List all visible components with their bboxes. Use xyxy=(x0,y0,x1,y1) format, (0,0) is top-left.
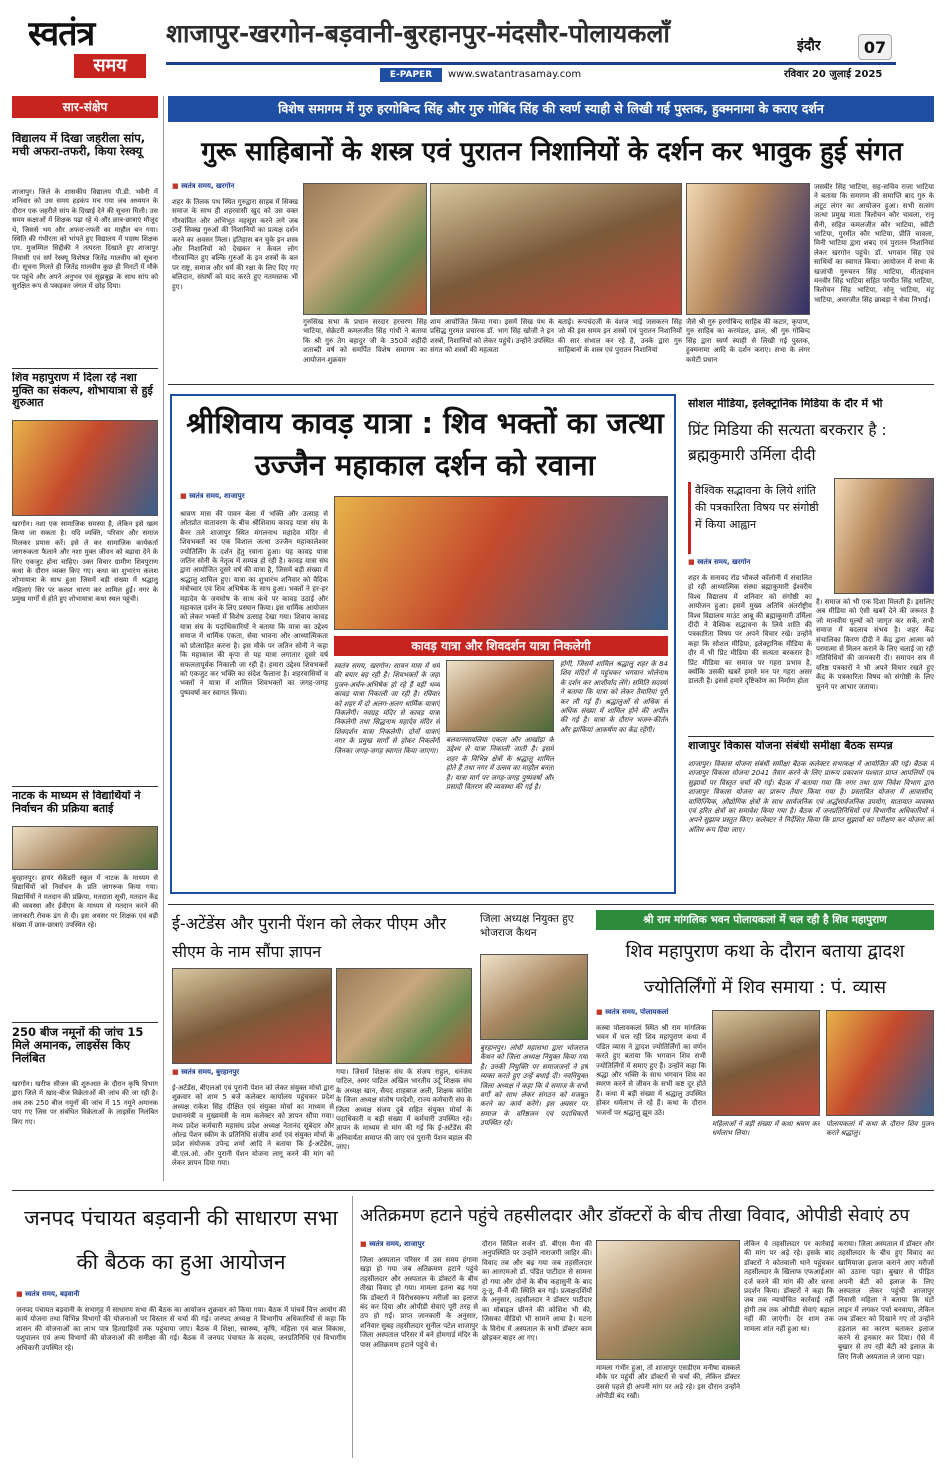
story8-byline: ■ स्वतंत्र समय, बड़वानी xyxy=(16,1290,176,1302)
page-number: 07 xyxy=(858,34,892,60)
sidebar-divider xyxy=(12,1022,158,1023)
story3-headline: प्रिंट मिडिया की सत्यता बरकरार है : ब्रह्मकुमारी उर्मिला दीदी xyxy=(688,421,887,464)
story7-photo-women xyxy=(712,1010,820,1116)
edition-title: शाजापुर-खरगोन-बड़वानी-बुरहानपुर-मंदसौर-पोलायकलाँ xyxy=(166,19,670,48)
story2-headline: श्रीशिवाय कावड़ यात्रा : शिव भक्तों का जत्था उज्जैन महाकाल दर्शन को रवाना xyxy=(186,406,664,482)
story6-text: बुरहानपुर। लोधी महासभा द्वारा भोजराज कैथन को जिला अध्यक्ष नियुक्त किया गया है। उनकी नियुक्ति पर समाजजनों ने हर्ष व्यक्त करते हुए उन्हें बधाई दी। नवनियुक्त जिला अध्यक्ष ने कहा कि वे समाज के सभी वर्गों को साथ लेकर संगठन को मजबूत करने का कार्य करेंगे। इस अवसर पर समाज के वरिष्ठजन एवं पदाधिकारी उपस्थित रहे। xyxy=(480,1044,588,1128)
story9-text2: दौरान सिविल सर्जन डॉ. बीएस मैना की अनुपस्थिति पर उन्होंने नाराजगी जाहिर की। विवाद तब और बढ़ गया जब तहसीलदार का आरएमओ डॉ. पंडित पाटीदार से सामना हो गया और दोनों के बीच कहासुनी के बाद तू-तू, मैं-मैं की स्थिति बन गई। प्रत्यक्षदर्शियों के अनुसार, तहसीलदार ने डॉक्टर पाटीदार का मोबाइल छीनने की कोशिश भी की, जिसका वीडियो भी सामने आया है। घटना के विरोध में अस्पताल के सभी डॉक्टर काम छोड़कर बाहर आ गए। xyxy=(482,1240,592,1343)
logo-bottom: समय xyxy=(74,54,146,78)
story7-caption1: महिलाओं ने बड़ी संख्या में कथा श्रवण कर धर्मलाभ लिया। xyxy=(712,1120,820,1138)
story5-photo-memorandum xyxy=(172,968,332,1064)
story2-text: श्रावण मास की पावन बेला में भक्ति और उत्साह से ओतप्रोत वातावरण के बीच श्रीशिवाय कावड़ यात्रा संघ के बैनर तले शाजापुर स्थित मंगलनाथ महादेव मंदिर से शिवभक्तों का एक विशाल जत्था उज्जैन महाकालेश्वर ज्योतिर्लिंग के दर्शन हेतु रवाना हुआ। यह कावड़ यात्रा जतिन सोनी के नेतृत्व में सम्पन्न हो रही है। कावड़ यात्रा संघ द्वारा आयोजित दूसरे वर्ष की यात्रा है, जिसमें बड़ी संख्या में श्रद्धालु शामिल हुए। यात्रा का शुभारंभ शनिवार को वैदिक मंत्रोच्चार एवं शिव अभिषेक के साथ हुआ। भक्तों ने हर-हर महादेव के जयघोष के साथ कंधे पर कावड़ उठाई और महाकाल दर्शन के लिए प्रस्थान किया। इस धार्मिक आयोजन को लेकर भक्तों में विशेष उत्साह देखा गया। शिवाय कावड़ यात्रा संघ के पदाधिकारियों ने बताया कि यात्रा का उद्देश्य समाज में धार्मिक एकता, सेवा भावना और आध्यात्मिकता को प्रोत्साहित करना है। इस मौके पर जतिन सोनी ने कहा कि महाकाल की कृपा से यह यात्रा लगातार दूसरे वर्ष सफलतापूर्वक निकाली जा रही है। हमारा उद्देश्य शिवभक्तों को एकजुट कर भक्ति का संदेश फैलाना है। शहरवासियों व भक्तों ने यात्रा में शामिल शिवभक्तों का जगह-जगह पुष्पवर्षा कर स्वागत किया। xyxy=(180,510,328,697)
sidebar-item-title: नाटक के माध्यम से विद्यार्थियों ने निर्वाचन की प्रक्रिया बताई xyxy=(12,790,141,815)
sidebar-divider xyxy=(12,786,158,787)
story4-text: शाजापुर। विकास योजना संबंधी समीक्षा बैठक कलेक्टर सभाकक्ष में आयोजित की गई। बैठक में शाजापुर विकास योजना 2041 तैयार करने के लिए प्रारूप प्रकाशन पश्चात प्राप्त आपत्तियों एवं सुझावों पर विस्तृत चर्चा की गई। बैठक में बताया गया कि नगर तथा ग्राम निवेश विभाग द्वारा शाजापुर विकास योजना का प्रारूप तैयार किया गया है। प्रस्तावित योजना में आवासीय, वाणिज्यिक, औद्योगिक क्षेत्रों के साथ सार्वजनिक एवं अर्द्धसार्वजनिक उपयोग, यातायात व्यवस्था एवं हरित क्षेत्रों का समावेश किया गया है। बैठक में जनप्रतिनिधियों एवं विभागीय अधिकारियों ने अपने सुझाव प्रस्तुत किए। कलेक्टर ने निर्देशित किया कि प्राप्त सुझावों का परीक्षण कर योजना को अंतिम रूप दिया जाए। xyxy=(688,760,934,834)
story2-photo-temple xyxy=(446,660,554,732)
sidebar-item-title: शिव महापुराण में दिला रहे नशा मुक्ति का संकल्प, शोभायात्रा से हुई शुरुआत xyxy=(12,372,153,410)
story1-photo-book xyxy=(686,183,810,315)
story9-text4: कराया। जिला अस्पताल में डॉक्टर और तहसीलदार के बीच हुए विवाद का खामियाजा इलाज कराने आए मरीजों को उठाना पड़ा। बुखार से पीड़ित अपनी बेटी को इलाज के लिए अस्पताल लेकर पहुंची शाजापुर निवासी महिला ने बताया कि घंटों लाइन में लगकर पर्चा बनवाया, लेकिन जब डॉक्टर को दिखाने गए तो उन्होंने हड़ताल का कारण बताकर इलाज करने से इनकार कर दिया। ऐसे में बुखार से तप रही बेटी को इलाज के लिए निजी अस्पताल ले जाना पड़ा। xyxy=(838,1240,934,1361)
sidebar-photo-students xyxy=(12,826,158,870)
story1-col5: जैसे श्री गुरु हरगोबिन्द साहिब की कटार, कृपाण, गुरु साहिब का करमंडल, ढाल, श्री गुरु गोबिन्द सिंह द्वारा स्वर्ण स्याही से लिखी गई पुस्तक, हुक्मनामा आदि के दर्शन कराए। सभा के लंगर कमेटी प्रधान xyxy=(686,318,810,364)
website-link[interactable]: www.swatantrasamay.com xyxy=(448,69,582,80)
story1-col2: गुरुसिख सभा के प्रधान सरदार हरचरण सिंह भाटिया, सेक्रेटरी कमलजीत सिंह गांधी ने बताया कि श्री गुरु तेग बहादुर जी के 350वें शहीदी शताब्दी वर्ष को समर्पित विशेष समागम का आयोजन शुक्रवार xyxy=(303,318,427,364)
story7-banner: श्री राम मांगलिक भवन पोलायकलां में चल रही है शिव महापुराण xyxy=(596,910,934,930)
section-divider xyxy=(688,736,934,737)
story1-text: शहर के तिलक पथ स्थित गुरुद्वारा साहब में सिक्ख समाज के साथ ही शहरवासी खुद को उस वक्त गौरवांवित और अभिभूत महसूस करने लगे जब उन्हें सिक्ख गुरुओं की निशानियों का प्रत्यक्ष दर्शन करने का अवसर मिला। इतिहास बन चुके इन शस्त्र और निशानियों को देखकर न केवल लोग गौरवान्वित हुए बल्कि गुरुओं के इन शस्त्रों के बल पर राष्ट्र, समाज और धर्म की रक्षा के लिए दिए गए बलिदान, संघर्षों को याद करते हुए नतमस्तक भी हुए। xyxy=(172,198,298,291)
sidebar-header: सार-संक्षेप xyxy=(12,96,158,118)
masthead-rule xyxy=(166,62,896,65)
story7-caption2: पोलायकलां में कथा के दौरान शिव पूजन करते श्रद्धालु। xyxy=(826,1120,934,1138)
story7-text: कस्बा पोलायकलां स्थित श्री राम मांगलिक भवन में चल रही शिव महापुराण कथा में पंडित व्यास ने द्वादश ज्योतिर्लिंगों का वर्णन करते हुए बताया कि भगवान शिव सभी ज्योतिर्लिंगों में समाए हुए हैं। उन्होंने कहा कि श्रद्धा और भक्ति के साथ भगवान शिव का स्मरण करने से जीवन के सभी कष्ट दूर होते हैं। कथा में बड़ी संख्या में श्रद्धालु उपस्थित होकर धर्मलाभ ले रहे हैं। कथा के दौरान भजनों पर श्रद्धालु झूम उठे। xyxy=(596,1024,706,1117)
story5-text2: गया। जिसमें शिक्षक संघ के संजय राहुल, धनंजय पाटिल, अमर पाटिल अखिल भारतीय उर्दू शिक्षक संघ के अध्यक्ष खान, सैयद शाहबाज अली, शिक्षक कांग्रेस के जिला अध्यक्ष संतोष परदेशी, राज्य कर्मचारी संघ के जिला अध्यक्ष संजय दुबे सहित संयुक्त मोर्चा के पदाधिकारी व बड़ी संख्या में कर्मचारी उपस्थित रहे। ज्ञापन के माध्यम से मांग की गई कि ई-अटेंडेंस की अनिवार्यता समाप्त की जाए एवं पुरानी पेंशन बहाल की जाए। xyxy=(336,1068,472,1152)
section-divider xyxy=(168,384,934,385)
story1-photo-sangat xyxy=(430,183,682,315)
story2-subtext3: बलवानसावलिया एकता और आखोड़ा के उद्देश्य से यात्रा निकाली जाती है। इसमें शहर के विभिन्न क्षेत्रों के श्रद्धालु शामिल होते हैं तथा नगर में उत्सव का माहौल बनता है। यात्रा मार्ग पर जगह-जगह पुष्पवर्षा और प्रसादी वितरण की व्यवस्था की गई है। xyxy=(446,736,554,792)
section-divider xyxy=(12,1190,934,1191)
story1-headline: गुरू साहिबानों के शस्त्र एवं पुरातन निशानियों के दर्शन कर भावुक हुई संगत xyxy=(201,137,903,167)
story1-col6: जसवीर सिंह भाटिया, सह-सचिव राजा भाटिया ने बताया कि समागम की समाप्ति बाद गुरु के अटूट लंगर का आयोजन हुआ। सभी सत्संग जत्था प्रमुख माता त्रिलोचन कौर चावला, रानू सैनी, सहित कमलजीत कौर भाटिया, स्वीटी भाटिया, गुरमीत कौर भाटिया, प्रीति चावला, मिनी भाटिया द्वारा शबद एवं पुरातन निशानियां लेकर खरगोन पहुंचे। डॉ. भगवान सिंह एवं साथियों का स्वागत किया। आयोजन में सभा के खजांची गुरुचरन सिंह भाटिया, मीतइंचान मनवीर सिंह भाटिया सहित परमीत सिंह भाटिया, त्रिलोचन सिंह भाटिया, सोनू भाटिया, मंटू भाटिया, अमरजीत सिंह छाबड़ा ने सेवा निभाई। xyxy=(814,183,934,304)
story7-headline: शिव महापुराण कथा के दौरान बताया द्वादश ज्योतिर्लिंगों में शिव समाया : पं. व्यास xyxy=(625,941,905,998)
sidebar xyxy=(12,96,158,1056)
story2-subtext2: होगी, जिसमें शामिल श्रद्धालु शहर के 84 शिव मंदिरों में पहुंचकर भगवान भोलेनाथ के दर्शन कर आशीर्वाद लेंगे। समिति सदस्यों ने बताया कि यात्रा को लेकर तैयारियां पूरी कर ली गई हैं। श्रद्धालुओं से अधिक से अधिक संख्या में शामिल होने की अपील की गई है। यात्रा के दौरान भजन-कीर्तन और झांकियां आकर्षण का केंद्र रहेंगी। xyxy=(560,660,668,734)
masthead xyxy=(0,0,945,92)
story3-photo-didi xyxy=(834,478,934,594)
sidebar-divider xyxy=(12,368,158,369)
story9-photo-caption: मामला गंभीर हुआ, तो शाजापुर एसडीएम मनीषा वास्कले मौके पर पहुंचीं और डॉक्टरों से चर्चा की, लेकिन डॉक्टर उससे पहले ही अपनी मांग पर अड़े रहे। इस दौरान उन्होंने ओपीडी बंद रखी। xyxy=(596,1364,740,1401)
story8-headline: जनपद पंचायत बड़वानी की साधारण सभा की बैठक का हुआ आयोजन xyxy=(24,1206,338,1274)
sidebar-item-text: शाजापुर। जिले के शासकीय विद्यालय पी.डी. भवैनी में शनिवार को उस समय हड़कंप मच गया जब अध्ययन के दौरान एक जहरीले सांप के दिखाई देने की सूचना मिली। उस समय कक्षाओं में शिक्षक पढ़ा रहे थे और छात्र-छात्राएं मौजूद थे, जिससे भय और अफरा-तफरी का माहौल बन गया। स्थिति की गंभीरता को भांपते हुए विद्यालय में पदस्थ शिक्षक एम. मुजम्मिल सिद्दीकी ने तत्परता दिखाते हुए शाजापुर निवासी एवं सर्प रेस्क्यू विशेषज्ञ जितेंद्र मालवीय को सूचना दी। सूचना मिलते ही जितेंद्र मालवीय कुछ ही मिनटों में मौके पर पहुंचे और अपने अनुभव एवं सूझबूझ के साथ सांप को सुरक्षित रूप से पकड़कर जंगल में छोड़ दिया। xyxy=(12,188,158,291)
story7-byline: ■ स्वतंत्र समय, पोलायकलां xyxy=(596,1008,706,1020)
story2-byline: ■ स्वतंत्र समय, शाजापुर xyxy=(180,492,330,504)
sidebar-item-title: विद्यालय में दिखा जहरीला सांप, मची अफरा-तफरी, किया रेस्क्यू xyxy=(12,132,146,159)
story4-headline: शाजापुर विकास योजना संबंधी समीक्षा बैठक सम्पन्न xyxy=(688,740,893,752)
story9-text3: लेकिन वे तहसीलदार पर कार्रवाई की मांग पर अड़े रहे। इसके बाद डॉक्टरों ने कोतवाली थाने पहुंचकर तहसीलदार के खिलाफ एफआईआर दर्ज करने की मांग की और धरना प्रदर्शन किया। डॉक्टरों ने कहा कि जब तक न्यायोचित कार्रवाई नहीं होगी तब तक ओपीडी सेवाएं बहाल नहीं की जाएंगी। देर शाम तक मामला शांत नहीं हुआ था। xyxy=(744,1240,834,1333)
story5-headline: ई-अटेंडेंस और पुरानी पेंशन को लेकर पीएम और सीएम के नाम सौंपा ज्ञापन xyxy=(172,914,447,961)
story9-photo-argument xyxy=(596,1240,740,1360)
story5-byline: ■ स्वतंत्र समय, बुरहानपुर xyxy=(172,1068,332,1080)
column-rule xyxy=(163,96,164,1181)
story1-byline: ■ स्वतंत्र समय, खरगोन xyxy=(172,182,298,194)
logo xyxy=(28,14,152,84)
story8-text: जनपद पंचायत बड़वानी के सभागृह में साधारण सभा की बैठक का आयोजन शुक्रवार को किया गया। बैठक में पांचवें वित्त आयोग की कार्य योजना तथा विभिन्न विभागों की योजनाओं पर विस्तार से चर्चा की गई। जनपद अध्यक्ष ने विभागीय अधिकारियों से कहा कि शासन की योजनाओं का लाभ पात्र हितग्राहियों तक पहुंचाया जाए। बैठक में शिक्षा, स्वास्थ्य, कृषि, महिला एवं बाल विकास, पशुपालन एवं अन्य विभागों की योजनाओं की समीक्षा की गई। बैठक में जनपद पंचायत के सदस्य, जनप्रतिनिधि एवं विभागीय अधिकारी उपस्थित रहे। xyxy=(16,1306,346,1352)
date-label: रविवार 20 जुलाई 2025 xyxy=(784,69,883,80)
epaper-label: E-PAPER xyxy=(380,68,442,82)
column-rule xyxy=(352,1196,353,1458)
story2-subhead: कावड़ यात्रा और शिवदर्शन यात्रा निकलेगी xyxy=(334,636,668,656)
story1-photo-weapon xyxy=(303,183,427,315)
sidebar-photo-procession xyxy=(12,420,158,516)
story9-byline: ■ स्वतंत्र समय, शाजापुर xyxy=(360,1240,480,1252)
story2-photo-kawad xyxy=(334,496,668,630)
story3-text: शहर के सनावद रोड भौकले कॉलोनी में संचालित हो रही आध्यात्मिक संस्था ब्रह्माकुमारी ईश्वरीय विश्व विद्यालय में शनिवार को संगोष्ठी का आयोजन हुआ। इसमें मुख्य अतिथि अंतर्राष्ट्रीय विश्व विद्यालय माउंट आबू की ब्रह्माकुमारी उर्मिला दीदी ने वैश्विक सद्भावना के लिये शांति की पत्रकारिता विषय पर अपने विचार रखे। उन्होंने कहा कि सोशल मीडिया, इलेक्ट्रानिक मीडिया के दौर में भी प्रिंट मीडिया की सत्यता बरकरार है। प्रिंट मीडिया का समाज पर गहरा प्रभाव है, क्योंकि उसकी खबरें हमारे मन पर गहरा असर डालती हैं। इससे हमारे दृष्टिकोण का निर्माण होता xyxy=(688,574,812,686)
story1-col4: बताई। रूपचंदजी के वंशज भाई जसकरन सिंह जो की इस समय इन शस्त्रों एवं पुरातन निशानियों की सार संभाल कर रहे हैं, उनके द्वारा गुरु साहिबानों के शस्त्र एवं पुरातन निशानियां xyxy=(558,318,682,355)
sidebar-item-text: खरगोन। नशा एक सामाजिक समस्या है, लेकिन इसे खत्म किया जा सकता है। यदि व्यक्ति, परिवार और समाज मिलकर प्रयास करें। इसे ले कर सामाजिक कार्यकर्ता जागरूकता फैलाने और नशा मुक्त जीवन को बढ़ावा देने के लिए एकजुट होना चाहिए। उक्त विचार ग्रामीण शिवपुराण कथा के दौरान व्यक्त किए गए। कथा का शुभारंभ कलश शोभायात्रा के साथ हुआ जिसमें बड़ी संख्या में श्रद्धालु महिलाएं सिर पर कलश धारण कर शामिल हुईं। नगर के प्रमुख मार्गों से होते हुए शोभायात्रा कथा स्थल पहुंची। xyxy=(12,520,158,604)
sidebar-item-text: खरगोन। खरीफ सीजन की शुरुआत के दौरान कृषि विभाग द्वारा जिले में खाद-बीज विक्रेताओं की जांच की जा रही है। अब तक 250 बीज नमूनों की जांच में 15 नमूने अमानक पाए गए जिस पर संबंधित विक्रेताओं के लाइसेंस निलंबित किए गए। xyxy=(12,1080,158,1126)
story1-col3: शाम आयोजित किया गया। इसमें सिख पंथ के प्रसिद्ध गुरमत प्रचारक डॉ. भाग सिंह खोजी ने इन शस्त्रों, निशानियों को लेकर पहुंचे। उन्होंने उपस्थित संगत को शस्त्रों की महत्वता xyxy=(430,318,554,355)
story5-text: ई-अटेंडेंस, बीएलओ एवं पुरानी पेंशन को लेकर संयुक्त मोर्चा द्वारा शुक्रवार को शाम 5 बजे कलेक्टर कार्यालय पहुंचकर प्रदेश अध्यक्ष राकेश सिंह दीक्षित एवं संयुक्त मोर्चा का माध्यम से प्रधानमंत्री व मुख्यमंत्री के नाम कलेक्टर को ज्ञापन सौंपा गया। मध्य प्रदेश कर्मचारी महासंघ प्रदेश अध्यक्ष नेतानंद सूबेदार और ओल्ड पेंशन स्कीम के प्रतिनिधि संजीव शर्मा एवं संयुक्त मोर्चा के प्रदेश संयोजक उपेन्द्र शर्मा आदि ने बताया कि ई-अटेंडेंस, बी.एल.ओ. और पुरानी पेंशन योजना लागू करने की मांग को लेकर ज्ञापन दिया गया। xyxy=(172,1084,334,1168)
story6-photo-bhojraj xyxy=(480,954,588,1040)
sidebar-item-title: 250 बीज नमूनों की जांच 15 मिले अमानक, लाइसेंस किए निलंबित xyxy=(12,1026,144,1066)
story3-byline: ■ स्वतंत्र समय, खरगोन xyxy=(688,558,828,570)
logo-top: स्वतंत्र xyxy=(28,14,95,54)
story2-subtext: स्वतंत्र समय, खरगोन। सावन मास में धर्म की बयार बह रही है। शिवभक्तों के जहां पूजन-अर्चन-अभिषेक हो रहे हैं वहीं भव्य कावड़ यात्रा निकाली जा रही है। रविवार को शहर में दो अलग-अलग धार्मिक यात्राएं निकलेंगी। नवग्रह मंदिर से कावड़ यात्रा निकलेगी तथा सिद्धनाथ महादेव मंदिर से शिवदर्शन यात्रा निकलेगी। दोनों यात्राएं नगर के प्रमुख मार्गों से होकर निकलेंगी जिनका जगह-जगह स्वागत किया जाएगा। xyxy=(334,662,440,755)
section-divider xyxy=(168,904,934,905)
story6-headline: जिला अध्यक्ष नियुक्त हुए भोजराज कैथन xyxy=(480,913,574,939)
city-label: इंदौर xyxy=(797,38,821,54)
story9-text: जिला अस्पताल परिसर में उस समय हंगामा खड़ा हो गया जब अतिक्रमण हटाने पहुंचे तहसीलदार और अस्पताल के डॉक्टरों के बीच तीखा विवाद हो गया। मामला इतना बढ़ गया कि डॉक्टरों ने विरोधस्वरूप मरीजों का इलाज बंद कर दिया और ओपीडी सेवाएं पूरी तरह से ठप हो गईं। प्राप्त जानकारी के अनुसार, शनिवार सुबह तहसीलदार सुनील पटेल शाजापुर जिला अस्पताल परिसर में बने होमगार्ड मंदिर के पास अतिक्रमण हटाने पहुंचे थे। xyxy=(360,1256,478,1349)
story3-subhead: वैश्विक सद्भावना के लिये शांति की पत्रकारिता विषय पर संगोष्ठी में किया आह्वान xyxy=(688,482,828,554)
top-banner: विशेष समागम में गुरु हरगोबिन्द सिंह और गुरु गोबिंद सिंह की स्वर्ण स्याही से लिखी गई पुस्तक, हुक्मनामा के कराए दर्शन xyxy=(168,96,934,122)
story3-kicker: सोशल मीडिया, इलेक्ट्रानिक मिडिया के दौर में भी xyxy=(688,398,883,410)
story5-photo-group xyxy=(336,968,472,1064)
story9-headline: अतिक्रमण हटाने पहुंचे तहसीलदार और डॉक्टरों के बीच तीखा विवाद, ओपीडी सेवाएं ठप xyxy=(360,1206,910,1226)
story3-text2: है। समाज को भी एक दिशा मिलती है। इसलिए अब मीडिया को ऐसी खबरें देने की जरूरत है जो मानवीय मूल्यों को जागृत कर सकें, सभी समाज में बदलाव संभव है। शहर केंद्र संचालिका किरण दीदी ने केंद्र द्वारा आत्मा को परमात्मा से मिलन कराने के लिए चलाई जा रही गतिविधियों की जानकारी दी। समापन सत्र में वरिष्ठ पत्रकारों ने भी अपने विचार रखते हुए केंद्र के पत्रकारिता विषय को संगोष्ठी के लिए चुनने पर आभार जताया। xyxy=(816,598,934,691)
story7-photo-puja xyxy=(826,1010,934,1116)
sidebar-item-text: बुरहानपुर। हायर सेकेंडरी स्कूल में नाटक के माध्यम से विद्यार्थियों को निर्वाचन के प्रति जागरूक किया गया। विद्यार्थियों ने मतदान की प्रक्रिया, मतदाता सूची, मतदान केंद्र की व्यवस्था और ईवीएम के माध्यम से मतदान करने की जानकारी रोचक ढंग से दी। इस अवसर पर शिक्षक एवं बड़ी संख्या में छात्र-छात्राएं उपस्थित रहे। xyxy=(12,874,158,930)
